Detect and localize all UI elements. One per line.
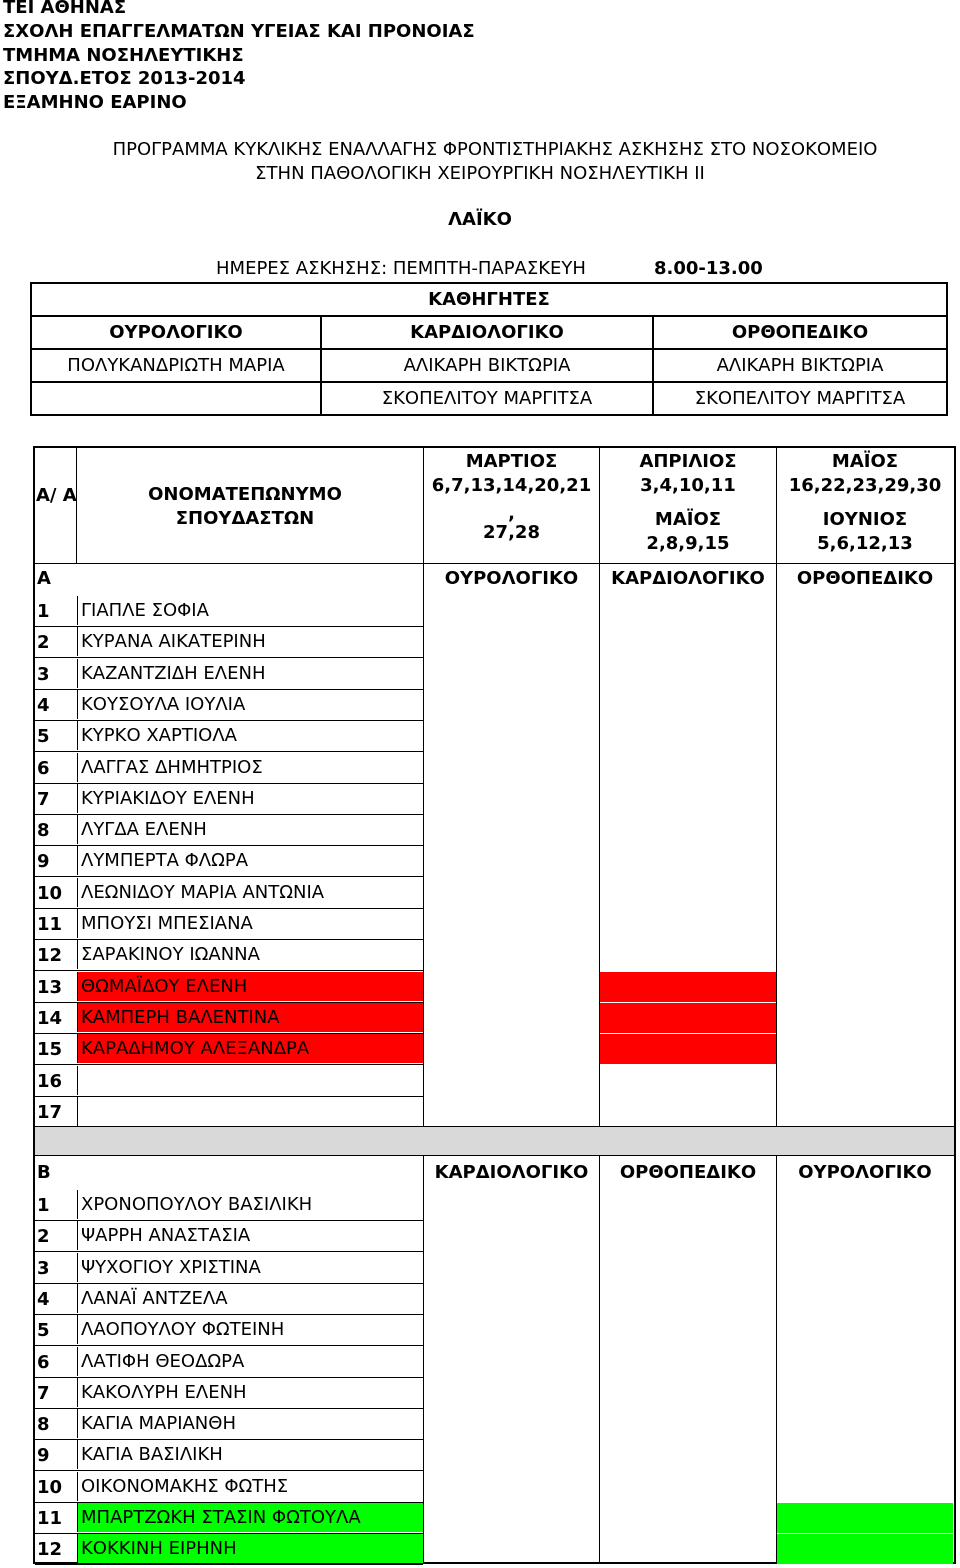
row-number: 12 xyxy=(37,1539,63,1561)
group-b-rotation-1: ΚΑΡΔΙΟΛΟΓΙΚΟ xyxy=(434,1162,589,1183)
period2-month: ΑΠΡΙΛΙΟΣ xyxy=(639,451,737,472)
header-line-5: ΕΞΑΜΗΝΟ ΕΑΡΙΝΟ xyxy=(3,92,187,113)
student-name: ΚΑΓΙΑ ΒΑΣΙΛΙΚΗ xyxy=(77,1440,423,1469)
group-a-label: Α xyxy=(37,568,51,589)
header-line-3: ΤΜΗΜΑ ΝΟΣΗΛΕΥΤΙΚΗΣ xyxy=(3,45,244,66)
student-name: ΛΑΝΑΪ ΑΝΤΖΕΛΑ xyxy=(77,1284,423,1313)
row-number: 4 xyxy=(37,1288,50,1310)
row-number: 3 xyxy=(37,663,50,685)
row-number: 1 xyxy=(37,1195,50,1216)
row-number: 12 xyxy=(37,945,63,967)
period3-dates: 16,22,23,29,30 xyxy=(788,475,942,496)
student-name: ΛΥΜΠΕΡΤΑ ΦΛΩΡΑ xyxy=(77,846,423,875)
professors-col-cardiology: ΚΑΡΔΙΟΛΟΓΙΚΟ xyxy=(321,316,653,349)
group-a-rotation-3: ΟΡΘΟΠΕΔΙΚΟ xyxy=(796,568,934,589)
row-number: 11 xyxy=(37,914,63,935)
group-b-rotation-2: ΟΡΘΟΠΕΔΙΚΟ xyxy=(619,1162,757,1183)
table-row xyxy=(35,1221,423,1252)
row-number: 9 xyxy=(37,851,50,873)
row-number: 11 xyxy=(37,1508,63,1529)
row-number: 14 xyxy=(37,1007,63,1029)
table-row xyxy=(35,784,423,815)
row-number: 3 xyxy=(37,1257,50,1279)
student-name: ΚΥΡΙΑΚΙΔΟΥ ΕΛΕΝΗ xyxy=(77,784,423,813)
student-name: ΧΡΟΝΟΠΟΥΛΟΥ ΒΑΣΙΛΙΚΗ xyxy=(77,1190,423,1219)
student-name: ΚΑΓΙΑ ΜΑΡΙΑΝΘΗ xyxy=(77,1409,423,1438)
professor-cell: ΠΟΛΥΚΑΝΔΡΙΩΤΗ ΜΑΡΙΑ xyxy=(31,349,321,382)
table-row xyxy=(35,1378,423,1409)
student-name: ΨΥΧΟΓΙΟΥ ΧΡΙΣΤΙΝΑ xyxy=(77,1253,423,1282)
row-number: 17 xyxy=(37,1101,63,1123)
highlight-cell xyxy=(600,972,776,1002)
student-name xyxy=(77,1097,423,1126)
period2-dates-2: 2,8,9,15 xyxy=(646,533,730,554)
row-number: 5 xyxy=(37,726,50,748)
title-line-2: ΣΤΗΝ ΠΑΘΟΛΟΓΙΚΗ ΧΕΙΡΟΥΡΓΙΚΗ ΝΟΣΗΛΕΥΤΙΚΗ ΙΙ xyxy=(255,163,705,184)
table-row xyxy=(35,1503,423,1534)
row-number: 10 xyxy=(37,1476,63,1498)
period3-month-2: ΙΟΥΝΙΟΣ xyxy=(822,509,908,530)
table-row xyxy=(35,846,423,877)
student-name: ΛΕΩΝΙΔΟΥ ΜΑΡΙΑ ΑΝΤΩΝΙΑ xyxy=(77,878,423,907)
table-row xyxy=(35,878,423,909)
row-number: 16 xyxy=(37,1070,63,1092)
group-b-label: Β xyxy=(37,1162,51,1183)
table-row xyxy=(35,1409,423,1440)
table-row xyxy=(35,1097,423,1128)
student-name: ΓΙΑΠΛΕ ΣΟΦΙΑ xyxy=(77,596,423,625)
professor-cell: ΣΚΟΠΕΛΙΤΟΥ ΜΑΡΓΙΤΣΑ xyxy=(653,382,947,415)
professors-col-urology: ΟΥΡΟΛΟΓΙΚΟ xyxy=(31,316,321,349)
row-number: 13 xyxy=(37,976,63,998)
group-a-rotation-2: ΚΑΡΔΙΟΛΟΓΙΚΟ xyxy=(611,568,765,589)
period3-dates-2: 5,6,12,13 xyxy=(817,533,913,554)
student-name: ΚΑΚΟΛΥΡΗ ΕΛΕΝΗ xyxy=(77,1378,423,1407)
student-name xyxy=(77,1066,423,1095)
student-name: ΛΑΓΓΑΣ ΔΗΜΗΤΡΙΟΣ xyxy=(77,753,423,782)
professor-cell: ΑΛΙΚΑΡΗ ΒΙΚΤΩΡΙΑ xyxy=(321,349,653,382)
professor-cell xyxy=(31,382,321,415)
period2-dates: 3,4,10,11 xyxy=(640,475,736,496)
table-row xyxy=(35,972,423,1003)
group-separator xyxy=(35,1126,954,1156)
student-name: ΚΑΜΠΕΡΗ ΒΑΛΕΝΤΙΝΑ xyxy=(77,1003,423,1032)
period1-dates-2: 27,28 xyxy=(483,522,540,543)
row-number: 5 xyxy=(37,1320,50,1342)
divider xyxy=(776,446,777,1564)
table-row xyxy=(35,940,423,971)
highlight-cell xyxy=(777,1503,953,1533)
col-aa-header: Α/ Α xyxy=(36,485,77,506)
student-name: ΛΥΓΔΑ ΕΛΕΝΗ xyxy=(77,815,423,844)
practice-days: ΗΜΕΡΕΣ ΑΣΚΗΣΗΣ: ΠΕΜΠΤΗ-ΠΑΡΑΣΚΕΥΗ xyxy=(216,258,586,279)
period1-month: ΜΑΡΤΙΟΣ xyxy=(465,451,558,472)
table-row xyxy=(35,909,423,940)
professors-table xyxy=(30,282,948,416)
row-number: 2 xyxy=(37,632,50,654)
divider xyxy=(33,563,956,564)
table-row xyxy=(35,1003,423,1034)
table-row xyxy=(35,1284,423,1315)
header-line-1: ΤΕΙ ΑΘΗΝΑΣ xyxy=(3,0,127,18)
student-name: ΚΥΡΑΝΑ ΑΙΚΑΤΕΡΙΝΗ xyxy=(77,627,423,656)
student-name: ΜΠΑΡΤΖΩΚΗ ΣΤΑΣΙΝ ΦΩΤΟΥΛΑ xyxy=(77,1503,423,1532)
row-number: 6 xyxy=(37,757,50,779)
table-row xyxy=(35,1253,423,1284)
row-number: 2 xyxy=(37,1226,50,1248)
highlight-cell xyxy=(600,1003,776,1033)
highlight-cell xyxy=(777,1534,953,1564)
student-name: ΛΑΤΙΦΗ ΘΕΟΔΩΡΑ xyxy=(77,1347,423,1376)
row-number: 10 xyxy=(37,882,63,904)
group-a-rotation-1: ΟΥΡΟΛΟΓΙΚΟ xyxy=(444,568,579,589)
student-name: ΚΟΥΣΟΥΛΑ ΙΟΥΛΙΑ xyxy=(77,690,423,719)
student-name: ΨΑΡΡΗ ΑΝΑΣΤΑΣΙΑ xyxy=(77,1221,423,1250)
table-row xyxy=(35,1440,423,1471)
student-name: ΛΑΟΠΟΥΛΟΥ ΦΩΤΕΙΝΗ xyxy=(77,1315,423,1344)
row-number: 8 xyxy=(37,1414,50,1436)
period1-comma: , xyxy=(508,503,515,524)
student-name: ΚΑΡΑΔΗΜΟΥ ΑΛΕΞΑΝΔΡΑ xyxy=(77,1034,423,1063)
row-number: 1 xyxy=(37,601,50,622)
table-row xyxy=(35,1190,423,1221)
title-line-1: ΠΡΟΓΡΑΜΜΑ ΚΥΚΛΙΚΗΣ ΕΝΑΛΛΑΓΗΣ ΦΡΟΝΤΙΣΤΗΡΙΑΚΗΣ ΑΣΚΗΣΗΣ ΣΤΟ ΝΟΣΟΚΟΜΕΙΟ xyxy=(112,139,878,160)
student-name: ΚΥΡΚΟ ΧΑΡΤΙΟΛΑ xyxy=(77,721,423,750)
table-row xyxy=(35,1534,423,1565)
professors-heading: ΚΑΘΗΓΗΤΕΣ xyxy=(31,283,947,316)
period3-month: ΜΑΪΟΣ xyxy=(831,451,899,472)
col-name-header: ΟΝΟΜΑΤΕΠΩΝΥΜΟ ΣΠΟΥΔΑΣΤΩΝ xyxy=(148,484,342,529)
table-row xyxy=(35,1315,423,1346)
header-line-2: ΣΧΟΛΗ ΕΠΑΓΓΕΛΜΑΤΩΝ ΥΓΕΙΑΣ ΚΑΙ ΠΡΟΝΟΙΑΣ xyxy=(3,21,475,42)
table-row xyxy=(35,753,423,784)
table-row xyxy=(35,815,423,846)
row-number: 6 xyxy=(37,1351,50,1373)
table-row xyxy=(35,1347,423,1378)
row-number: 9 xyxy=(37,1445,50,1467)
hospital-name: ΛΑΪΚΟ xyxy=(448,209,512,230)
professor-cell: ΑΛΙΚΑΡΗ ΒΙΚΤΩΡΙΑ xyxy=(653,349,947,382)
table-row xyxy=(35,1034,423,1065)
table-row xyxy=(35,596,423,627)
row-number: 7 xyxy=(37,1382,50,1404)
professors-col-orthopedic: ΟΡΘΟΠΕΔΙΚΟ xyxy=(653,316,947,349)
period1-dates: 6,7,13,14,20,21 xyxy=(431,475,592,496)
table-row xyxy=(35,1066,423,1097)
student-name: ΜΠΟΥΣΙ ΜΠΕΣΙΑΝΑ xyxy=(77,909,423,938)
practice-hours: 8.00-13.00 xyxy=(654,258,763,279)
highlight-cell xyxy=(600,1034,776,1064)
divider xyxy=(423,446,424,1564)
student-name: ΣΑΡΑΚΙΝΟΥ ΙΩΑΝΝΑ xyxy=(77,940,423,969)
professor-cell: ΣΚΟΠΕΛΙΤΟΥ ΜΑΡΓΙΤΣΑ xyxy=(321,382,653,415)
student-name: ΟΙΚΟΝΟΜΑΚΗΣ ΦΩΤΗΣ xyxy=(77,1472,423,1501)
table-row xyxy=(35,627,423,658)
header-line-4: ΣΠΟΥΔ.ΕΤΟΣ 2013-2014 xyxy=(3,68,246,89)
table-row xyxy=(35,721,423,752)
row-number: 4 xyxy=(37,694,50,716)
table-row xyxy=(35,1472,423,1503)
group-b-rotation-3: ΟΥΡΟΛΟΓΙΚΟ xyxy=(798,1162,932,1183)
student-name: ΚΟΚΚΙΝΗ ΕΙΡΗΝΗ xyxy=(77,1534,423,1563)
row-number: 7 xyxy=(37,788,50,810)
student-name: ΘΩΜΑΪΔΟΥ ΕΛΕΝΗ xyxy=(77,972,423,1001)
row-number: 8 xyxy=(37,820,50,842)
period2-month-2: ΜΑΪΟΣ xyxy=(654,509,722,530)
row-number: 15 xyxy=(37,1039,63,1061)
table-row xyxy=(35,690,423,721)
student-name: ΚΑΖΑΝΤΖΙΔΗ ΕΛΕΝΗ xyxy=(77,659,423,688)
table-row xyxy=(35,659,423,690)
